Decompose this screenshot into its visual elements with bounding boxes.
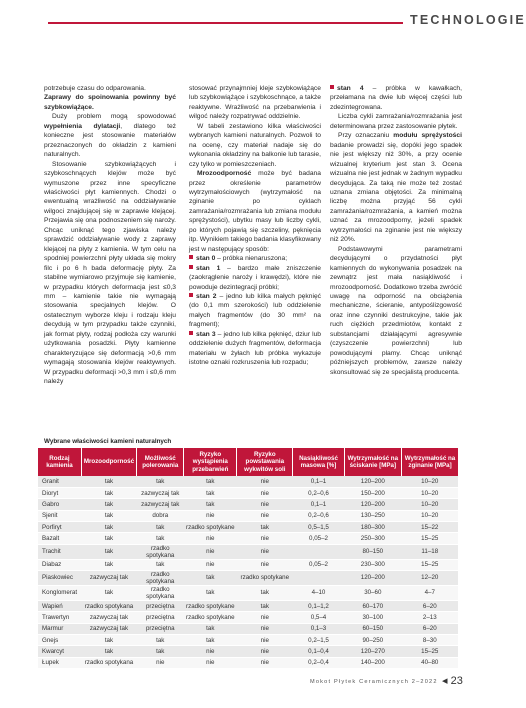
bullet-square-icon [189, 331, 193, 335]
table-cell: przeciętna [137, 623, 184, 634]
table-cell: tak [184, 476, 237, 487]
table-cell: nie [237, 612, 293, 623]
table-cell: tak [137, 646, 184, 657]
table-cell: przeciętna [137, 612, 184, 623]
body-text: – jedno lub kilka małych pęknięć (do 0,1 mm szerokości) lub oddzielenie małych fragmentów (do 30 mm² na fragment); [189, 292, 322, 329]
bold-text: stan 0 [196, 255, 216, 263]
body-text: – próbka w kawałkach, przełamana na dwie lub więcej części lub zdezintegrowana. [330, 85, 462, 111]
table-cell: 0,2–0,6 [293, 510, 344, 521]
table-cell [293, 544, 344, 559]
table-cell: rzadko spotykana [137, 570, 184, 585]
table-header-cell: Wytrzymałość na ściskanie [MPa] [344, 448, 402, 476]
table-cell: Marmur [38, 623, 81, 634]
body-text: Liczba cykli zamrażania/rozmrażania jest determinowana przez zastosowanie płytek. [330, 113, 462, 130]
header-rule [48, 22, 403, 24]
bold-text: Zaprawy do spoinowania powinny być szybkowiążące. [44, 94, 176, 111]
table-cell: nie [237, 634, 293, 645]
paragraph [330, 112, 462, 131]
table-header-cell: Wytrzymałość na zginanie [MPa] [402, 448, 458, 476]
table-row [38, 585, 458, 600]
table-row [38, 521, 458, 532]
table-cell: nie [137, 657, 184, 668]
table-cell: 0,05–2 [293, 533, 344, 544]
table-row [38, 510, 458, 521]
table-row [38, 499, 458, 510]
table-cell: 0,2–0,4 [293, 657, 344, 668]
table-cell: nie [237, 657, 293, 668]
table-cell: 90–250 [344, 634, 402, 645]
table-header-cell: Mrozoodporność [81, 448, 136, 476]
table-cell: rzadko spotykana [137, 585, 184, 600]
table-row [38, 623, 458, 634]
body-text: badanie prowadzi się, dopóki jego spadek nie jest większy niż 30%, a przy ocenie wizualnej kryterium jest stan 3. Ocena wizualna nie jest jednak w żadnym wypadku decydująca. Za taką nie może też zostać uznana zmiana objętości. Za minimalną liczbę można przyjąć 56 cykli zamrażania/rozmrażania, a kamień można uznać za mrozoodporny, jeżeli spadek wytrzymałości na zginanie jest nie większy niż 20%. [330, 141, 462, 244]
table-header-cell: Nasiąkliwość masowa [%] [293, 448, 344, 476]
table-cell: tak [184, 570, 237, 585]
table-cell: rzadko spotykana [81, 657, 136, 668]
table-cell: zazwyczaj tak [137, 487, 184, 498]
paragraph [189, 84, 321, 122]
bullet-square-icon [189, 293, 193, 297]
table-cell: Kwarcyt [38, 646, 81, 657]
table-cell: 4–7 [402, 585, 458, 600]
table-cell: tak [237, 600, 293, 611]
table-cell: Piaskowiec [38, 570, 81, 585]
table-cell: 120–200 [344, 499, 402, 510]
table-cell: tak [81, 476, 136, 487]
table-cell: zazwyczaj tak [137, 499, 184, 510]
table-cell: Trachit [38, 544, 81, 559]
body-text: Duży problem mogą spowodować [52, 113, 176, 121]
table-cell: 12–20 [402, 570, 458, 585]
page-number: ◂ 23 [442, 675, 463, 687]
table-cell: nie [184, 510, 237, 521]
table-cell: 0,05–2 [293, 559, 344, 570]
table-cell: tak [81, 634, 136, 645]
table-cell: 30–100 [344, 612, 402, 623]
table-cell: Konglomerat [38, 585, 81, 600]
table-cell: tak [81, 521, 136, 532]
bold-text: wypełnienia dylatacji [44, 122, 121, 130]
table-cell: tak [81, 559, 136, 570]
table-cell: zazwyczaj tak [81, 612, 136, 623]
table-cell: tak [137, 533, 184, 544]
table-row [38, 612, 458, 623]
paragraph [189, 122, 321, 169]
table-cell: 15–22 [402, 521, 458, 532]
bold-text: Mrozoodporność [197, 170, 252, 178]
table-cell: Porfiryt [38, 521, 81, 532]
table-cell: rzadko spotykane [237, 570, 293, 585]
table-cell: 0,2–1,5 [293, 634, 344, 645]
table-cell: tak [184, 634, 237, 645]
section-title: TECHNOLOGIE [410, 13, 526, 27]
table-cell: 60–170 [344, 600, 402, 611]
table-cell: 180–300 [344, 521, 402, 532]
table-cell: 15–25 [402, 646, 458, 657]
table-cell: 6–20 [402, 623, 458, 634]
table-cell: nie [184, 559, 237, 570]
paragraph [44, 160, 176, 387]
table-cell: nie [184, 646, 237, 657]
table-cell: 130–250 [344, 510, 402, 521]
bullet-square-icon [189, 255, 193, 259]
paragraph [189, 169, 321, 254]
paragraph [44, 93, 176, 112]
table-cell: nie [237, 476, 293, 487]
table-cell: rzadko spotykana [81, 600, 136, 611]
stone-properties-table [38, 448, 458, 669]
table-cell: 6–20 [402, 600, 458, 611]
table-cell: 150–200 [344, 487, 402, 498]
table-cell: Łupek [38, 657, 81, 668]
table-cell: 0,1–1 [293, 499, 344, 510]
table-cell: tak [237, 521, 293, 532]
table-cell: tak [237, 585, 293, 600]
paragraph [330, 245, 462, 377]
table-cell: 0,1–1,2 [293, 600, 344, 611]
table-header-cell: Ryzyko powstawania wykwitów soli [237, 448, 293, 476]
page-footer [0, 672, 500, 692]
table-cell: Wapień [38, 600, 81, 611]
table-cell: dobra [137, 510, 184, 521]
table-cell: nie [184, 533, 237, 544]
text-column-2 [189, 84, 321, 368]
table-row [38, 476, 458, 487]
table-cell: 60–150 [344, 623, 402, 634]
table-cell: nie [184, 657, 237, 668]
table-cell: nie [237, 499, 293, 510]
paragraph [330, 84, 462, 112]
table-cell: 8–30 [402, 634, 458, 645]
table-cell: 250–300 [344, 533, 402, 544]
body-text: Przy oznaczaniu [338, 132, 394, 140]
table-row [38, 559, 458, 570]
table-cell: 0,5–1,5 [293, 521, 344, 532]
table-cell: tak [81, 510, 136, 521]
table-cell: Granit [38, 476, 81, 487]
body-text: – jedno lub kilka pęknięć, dziur lub oddzielenie dużych fragmentów, deformacja materiału w żyłach lub próbka wykazuje istotne oznaki rozkruszenia lub rozpadu; [189, 330, 322, 367]
table-cell: tak [184, 487, 237, 498]
table-cell: Gnejs [38, 634, 81, 645]
table-cell: nie [184, 544, 237, 559]
paragraph [189, 330, 321, 368]
table-cell: Bazalt [38, 533, 81, 544]
paragraph [189, 264, 321, 292]
table-cell: 120–200 [344, 570, 402, 585]
body-text: potrzebuje czasu do odparowania. [44, 85, 146, 92]
table-cell: 10–20 [402, 487, 458, 498]
paragraph [189, 254, 321, 263]
table-cell: nie [237, 559, 293, 570]
table-body [38, 476, 458, 668]
journal-name: Mokot Płytek Ceramicznych 2–2022 [310, 679, 438, 685]
paragraph [44, 112, 176, 159]
bold-text: stan 4 [337, 85, 364, 92]
table-cell: tak [137, 476, 184, 487]
table-row [38, 657, 458, 668]
table-cell: Dioryt [38, 487, 81, 498]
table-cell: tak [81, 487, 136, 498]
table-cell: 230–300 [344, 559, 402, 570]
table-cell: zazwyczaj tak [81, 623, 136, 634]
table-row [38, 646, 458, 657]
table-cell: nie [237, 544, 293, 559]
bold-text: stan 3 [196, 330, 216, 338]
table-cell: przeciętna [137, 600, 184, 611]
table-cell: Gabro [38, 499, 81, 510]
table-cell: 15–25 [402, 533, 458, 544]
table-cell: nie [237, 623, 293, 634]
body-text: – bardzo małe zniszczenie (zaokrąglenie naroży i krawędzi), które nie powoduje dezintegracji próbki; [189, 264, 321, 291]
table-cell: 10–20 [402, 476, 458, 487]
table-cell: rzadko spotykane [184, 521, 237, 532]
table-row [38, 544, 458, 559]
table-cell: 11–18 [402, 544, 458, 559]
table-cell: Diabaz [38, 559, 81, 570]
table-cell: 0,5–4 [293, 612, 344, 623]
table-cell: 40–80 [402, 657, 458, 668]
table-cell: rzadko spotykane [184, 600, 237, 611]
page-header [0, 0, 526, 44]
table-cell: tak [81, 544, 136, 559]
text-column-3 [330, 84, 462, 377]
text-column-1 [44, 84, 176, 387]
body-text: Podstawowymi parametrami decydującymi o przydatności płyt kamiennych do wykonywania posadzek na zewnątrz jest mała nasiąkliwość i mrozoodporność. Dodatkowo trzeba zwrócić uwagę na odporność na obciążenia mechaniczne, ścieranie, antypoślizgowość oraz inne czynniki destrukcyjne, takie jak ruch ciężkich przedmiotów, kontakt z substancjami działającymi agresywnie (czyszczenie powierzchni) lub powodującymi plamy. Chcąc uniknąć późniejszych problemów, zawsze należy skonsultować się ze specjalistą producenta. [330, 245, 462, 376]
table-cell: rzadko spotykane [184, 612, 237, 623]
table-header-cell: Rodzaj kamienia [38, 448, 81, 476]
table-cell: tak [81, 646, 136, 657]
table-cell: 0,2–0,6 [293, 487, 344, 498]
table-cell: nie [237, 646, 293, 657]
bullet-square-icon [330, 85, 334, 89]
table-cell: 30–60 [344, 585, 402, 600]
table-cell: tak [184, 623, 237, 634]
table-row [38, 600, 458, 611]
paragraph [330, 131, 462, 244]
table-header-cell: Możliwość polerowania [137, 448, 184, 476]
table-cell: tak [81, 533, 136, 544]
table-cell: 0,1–0,4 [293, 646, 344, 657]
table-cell: rzadko spotykana [137, 544, 184, 559]
body-text: Stosowanie szybkowiążących i szybkoschnących klejów może być wymuszone przez inne specyficzne właściwości płyt kamiennych. Chodzi o ewentualną wrażliwość na oddziaływanie wilgoci znajdującej się w zaprawie klejącej. Przejawia się ona podnoszeniem się naroży. Chcąc uniknąć tego zjawiska należy sprawdzić oddziaływanie wody z zaprawy klejącej na płyty z kamienia. W tym celu na spodniej powierzchni płyty układa się mokry filc i po 6 h bada deformację płyty. Za stabilne wymiarowo przyjmuje się kamienie, w przypadku których deformacja jest ≤0,3 mm – kamienie takie nie wymagają stosowania specjalnych klejów. O ostatecznym wyborze kleju i rodzaju kleju decydują w tym przypadku także czynniki, jak format płyty, rodzaj podłoża czy warunki użytkowania posadzki. Płyty kamienne charakteryzujące się deformacją >0,6 mm wymagają stosowania klejów reaktywnych. W przypadku deformacji >0,3 mm i ≤0,6 mm należy [44, 160, 176, 386]
table-cell: nie [237, 533, 293, 544]
table-cell: 2–13 [402, 612, 458, 623]
table-cell: tak [184, 585, 237, 600]
table-cell: nie [237, 510, 293, 521]
table-row [38, 487, 458, 498]
table-caption: Wybrane właściwości kamieni naturalnych [44, 438, 172, 445]
table-cell: 4–10 [293, 585, 344, 600]
body-text: może być badana przez określenie parametrów wytrzymałościowych (wytrzymałość na zginanie po cyklach zamrażania/rozmrażania lub zmiana modułu sprężystości), ubytku masy lub liczby cykli, po których pojawią się szczeliny, pęknięcia itp. Wynikiem takiego badania klasyfikowany jest w następujący sposób: [189, 170, 321, 253]
table-cell: 120–270 [344, 646, 402, 657]
bold-text: stan 1 [196, 264, 221, 272]
body-text: – próbka nienaruszona; [215, 255, 288, 263]
table-cell: 140–200 [344, 657, 402, 668]
body-text: W tabeli zestawiono kilka właściwości wybranych kamieni naturalnych. Pozwoli to na ocenę, czy materiał nadaje się do wykonania okładziny na balkonie lub tarasie, czy tylko w pomieszczeniach. [189, 122, 321, 168]
table-cell: tak [81, 585, 136, 600]
table-cell [293, 570, 344, 585]
body-text: , dlatego też konieczne jest stosowanie materiałów przeznaczonych do okładzin z kamieni naturalnych. [44, 122, 177, 159]
paragraph [189, 292, 321, 330]
table-row [38, 570, 458, 585]
bullet-square-icon [189, 265, 193, 269]
table-cell: 0,1–3 [293, 623, 344, 634]
table-cell: nie [237, 487, 293, 498]
body-text: stosować przynajmniej kleje szybkowiążące lub szybkowiążące i szybkoschnące, a także reaktywne. Wrażliwość na przebarwienia i wilgoć należy rozpatrywać oddzielnie. [189, 85, 321, 121]
table-cell: 15–25 [402, 559, 458, 570]
table-cell: tak [137, 559, 184, 570]
table-row [38, 533, 458, 544]
table-header-cell: Ryzyko wystąpienia przebarwień [184, 448, 237, 476]
table-cell: tak [184, 499, 237, 510]
bold-text: modułu sprężystości [393, 132, 462, 140]
table-header-row [38, 448, 458, 476]
bold-text: stan 2 [196, 292, 217, 300]
table-cell: 80–150 [344, 544, 402, 559]
table-cell: 120–200 [344, 476, 402, 487]
table-cell: 10–20 [402, 510, 458, 521]
table-cell: Sjenit [38, 510, 81, 521]
page-number-value: 23 [450, 675, 463, 687]
table-cell: zazwyczaj tak [81, 570, 136, 585]
table-cell: tak [81, 499, 136, 510]
table-cell: tak [137, 634, 184, 645]
table-row [38, 634, 458, 645]
table-cell: 0,1–1 [293, 476, 344, 487]
paragraph [44, 84, 176, 93]
table-cell: Trawertyn [38, 612, 81, 623]
table-cell: 10–20 [402, 499, 458, 510]
table-cell: tak [137, 521, 184, 532]
